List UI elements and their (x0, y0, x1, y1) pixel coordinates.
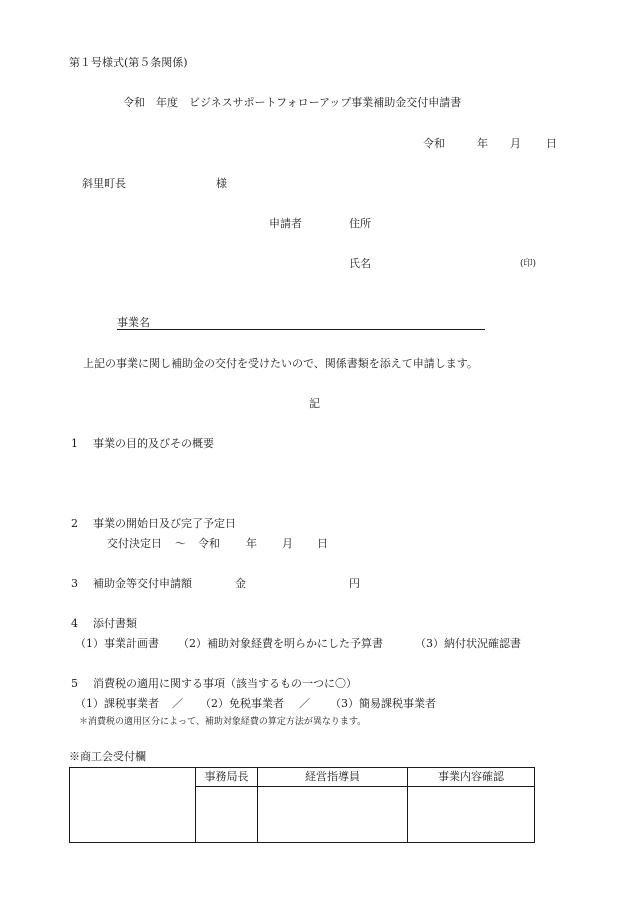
addressee-name: 斜里町長 (82, 177, 126, 190)
tax-separator: ／ (172, 697, 183, 710)
stamp-cell (408, 787, 535, 843)
attachment-business-plan: （1）事業計画書 (75, 637, 159, 650)
business-name-line (117, 316, 485, 330)
item-label: 補助金等交付申請額 (93, 577, 192, 590)
date-month: 月 (510, 137, 521, 150)
tax-option-taxable: （1）課税事業者 (75, 697, 159, 710)
addressee-honorific: 様 (216, 177, 227, 190)
date-year: 年 (477, 137, 488, 150)
stamp-cell (196, 787, 258, 843)
form-number: 第１号様式(第５条関係) (69, 56, 188, 69)
item-label: 添付書類 (93, 617, 137, 630)
date-era: 令和 (423, 137, 445, 150)
item-label: 事業の開始日及び完了予定日 (93, 517, 236, 530)
amount-kin: 金 (235, 577, 246, 590)
reception-table (69, 767, 535, 843)
amount-yen: 円 (349, 577, 360, 590)
date-day: 日 (546, 137, 557, 150)
period-day: 日 (317, 537, 328, 550)
period-year: 年 (246, 537, 257, 550)
ki-marker: 記 (309, 397, 320, 410)
item-label: 事業の目的及びその概要 (93, 437, 214, 450)
tax-note: ＊消費税の適用区分によって、補助対象経費の算定方法が異なります。 (79, 717, 367, 727)
address-label: 住所 (349, 217, 371, 230)
tax-separator: ／ (299, 697, 310, 710)
period-start: 交付決定日 (107, 537, 162, 550)
period-era: 令和 (198, 537, 220, 550)
item-number: 5 (71, 677, 78, 690)
attachment-tax-status: （3）納付状況確認書 (415, 637, 521, 650)
period-tilde: 〜 (175, 537, 186, 550)
tax-option-simplified: （3）簡易課税事業者 (330, 697, 436, 710)
item-number: 4 (71, 617, 78, 630)
item-number: 2 (71, 517, 78, 530)
item-number: 1 (71, 437, 78, 450)
reception-blank-cell (70, 768, 196, 843)
col-management-advisor: 経営指導員 (258, 768, 408, 787)
period-month: 月 (282, 537, 293, 550)
application-statement: 上記の事業に関し補助金の交付を受けたいので、関係書類を添えて申請します。 (83, 357, 478, 370)
item-number: 3 (71, 577, 78, 590)
item-label: 消費税の適用に関する事項（該当するもの一つに〇） (93, 677, 357, 690)
name-label: 氏名 (349, 257, 371, 270)
document-title: 令和 年度 ビジネスサポートフォローアップ事業補助金交付申請書 (123, 96, 462, 109)
reception-title: ※商工会受付欄 (69, 750, 146, 763)
applicant-label: 申請者 (269, 217, 302, 230)
tax-option-exempt: （2）免税事業者 (200, 697, 284, 710)
col-secretary-general: 事務局長 (196, 768, 258, 787)
attachment-budget: （2）補助対象経費を明らかにした予算書 (178, 637, 383, 650)
col-business-check: 事業内容確認 (408, 768, 535, 787)
seal-mark: (印) (520, 259, 537, 269)
business-name-label: 事業名 (117, 316, 150, 329)
stamp-cell (258, 787, 408, 843)
reception-header-row (70, 768, 535, 787)
